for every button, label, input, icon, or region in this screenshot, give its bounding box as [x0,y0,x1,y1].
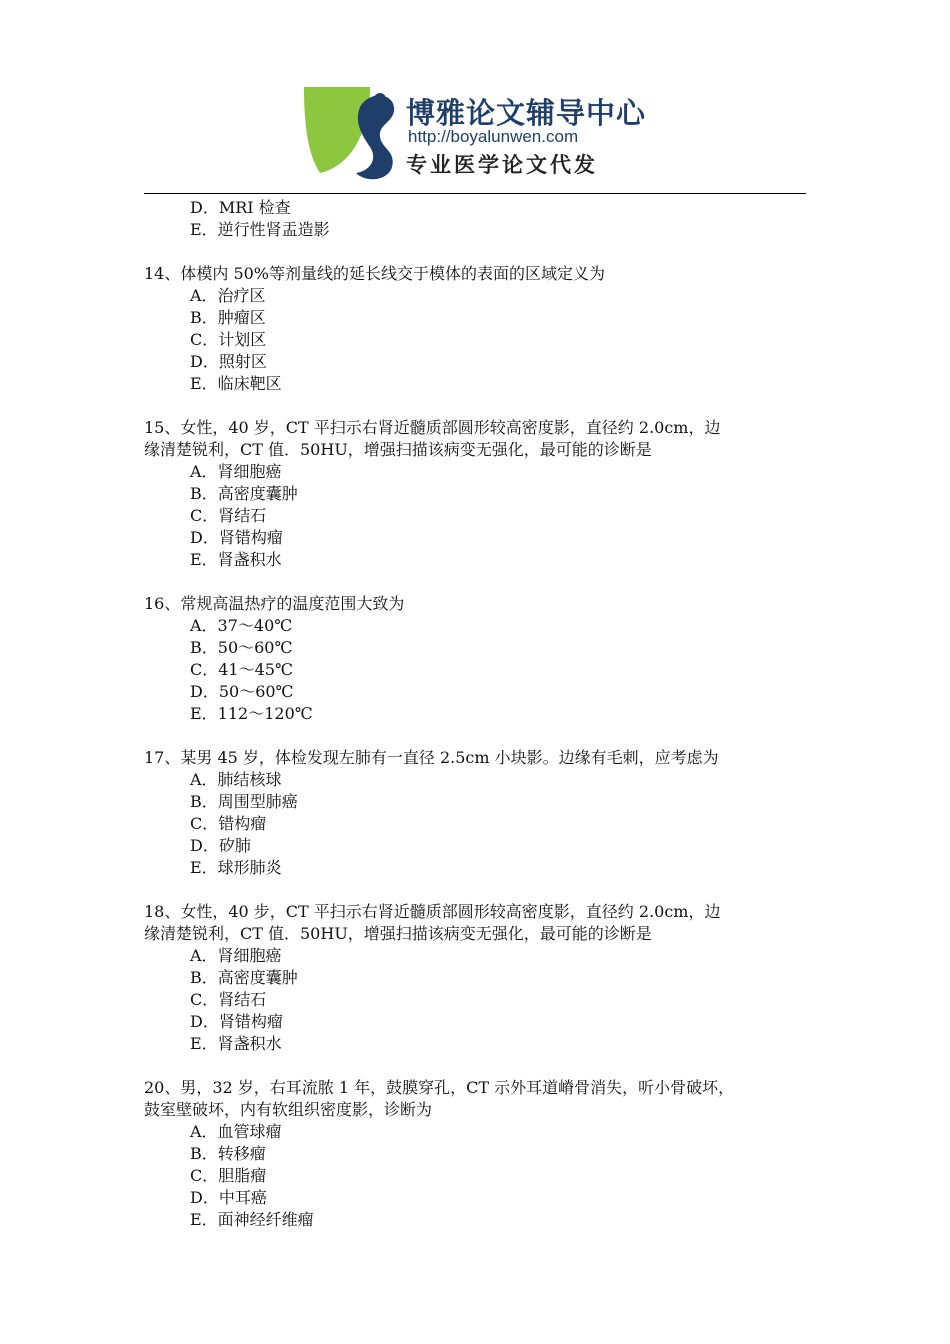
question-18 [144,901,810,1055]
question-stem: 16、常规高温热疗的温度范围大致为 [144,594,405,613]
option-a: A．肾细胞癌 [190,946,282,965]
option-b: B．高密度囊肿 [190,484,298,503]
option-b: B．高密度囊肿 [190,968,298,987]
continued-question [144,197,810,241]
option-e: E．临床靶区 [190,374,282,393]
question-stem: 14、体模内 50%等剂量线的延长线交于模体的表面的区域定义为 [144,264,606,283]
option-e: E．肾盏积水 [190,1034,282,1053]
option-b: B．周围型肺癌 [190,792,298,811]
question-15 [144,417,810,571]
option-e: E．112～120℃ [190,704,313,723]
option-d: D．肾错构瘤 [190,1012,283,1031]
brand-url: http://boyalunwen.com [408,127,579,146]
option-c: C．41～45℃ [190,660,293,679]
option-d: D．MRI 检查 [190,198,291,217]
question-stem-continued: 缘清楚锐利，CT 值．50HU，增强扫描该病变无强化，最可能的诊断是 [144,440,652,459]
leaf-logo-icon [300,85,404,185]
question-17 [144,747,810,879]
question-stem: 17、某男 45 岁，体检发现左肺有一直径 2.5cm 小块影。边缘有毛刺，应考虑为 [144,748,719,767]
option-d: D．50～60℃ [190,682,294,701]
option-a: A．治疗区 [190,286,266,305]
option-c: C．肾结石 [190,990,267,1009]
option-c: C．肾结石 [190,506,267,525]
option-c: C．胆脂瘤 [190,1166,267,1185]
option-d: D．肾错构瘤 [190,528,283,547]
option-e: E．逆行性肾盂造影 [190,220,330,239]
option-d: D．照射区 [190,352,267,371]
question-stem-continued: 缘清楚锐利，CT 值．50HU，增强扫描该病变无强化，最可能的诊断是 [144,924,652,943]
question-stem: 15、女性，40 岁，CT 平扫示右肾近髓质部圆形较高密度影，直径约 2.0cm，边 [144,418,721,437]
option-e: E．肾盏积水 [190,550,282,569]
question-20 [144,1077,810,1231]
header-divider [144,193,806,194]
question-stem: 20、男，32 岁，右耳流脓 1 年，鼓膜穿孔，CT 示外耳道嵴骨消失，听小骨破坏， [144,1078,735,1097]
option-d: D．中耳癌 [190,1188,267,1207]
page-header [300,85,650,185]
option-e: E．球形肺炎 [190,858,282,877]
option-b: B．肿瘤区 [190,308,266,327]
option-a: A．肾细胞癌 [190,462,282,481]
question-stem-continued: 鼓室壁破坏，内有软组织密度影，诊断为 [144,1100,433,1119]
option-a: A．37～40℃ [190,616,293,635]
option-c: C．错构瘤 [190,814,267,833]
question-16 [144,593,810,725]
brand-name: 博雅论文辅导中心 [406,96,647,130]
question-stem: 18、女性，40 步，CT 平扫示右肾近髓质部圆形较高密度影，直径约 2.0cm，边 [144,902,721,921]
question-list [144,197,810,1231]
option-b: B．50～60℃ [190,638,293,657]
brand-tagline: 专业医学论文代发 [406,153,598,177]
option-c: C．计划区 [190,330,267,349]
option-e: E．面神经纤维瘤 [190,1210,314,1229]
option-d: D．矽肺 [190,836,251,855]
question-14 [144,263,810,395]
option-b: B．转移瘤 [190,1144,266,1163]
option-a: A．血管球瘤 [190,1122,282,1141]
option-a: A．肺结核球 [190,770,282,789]
